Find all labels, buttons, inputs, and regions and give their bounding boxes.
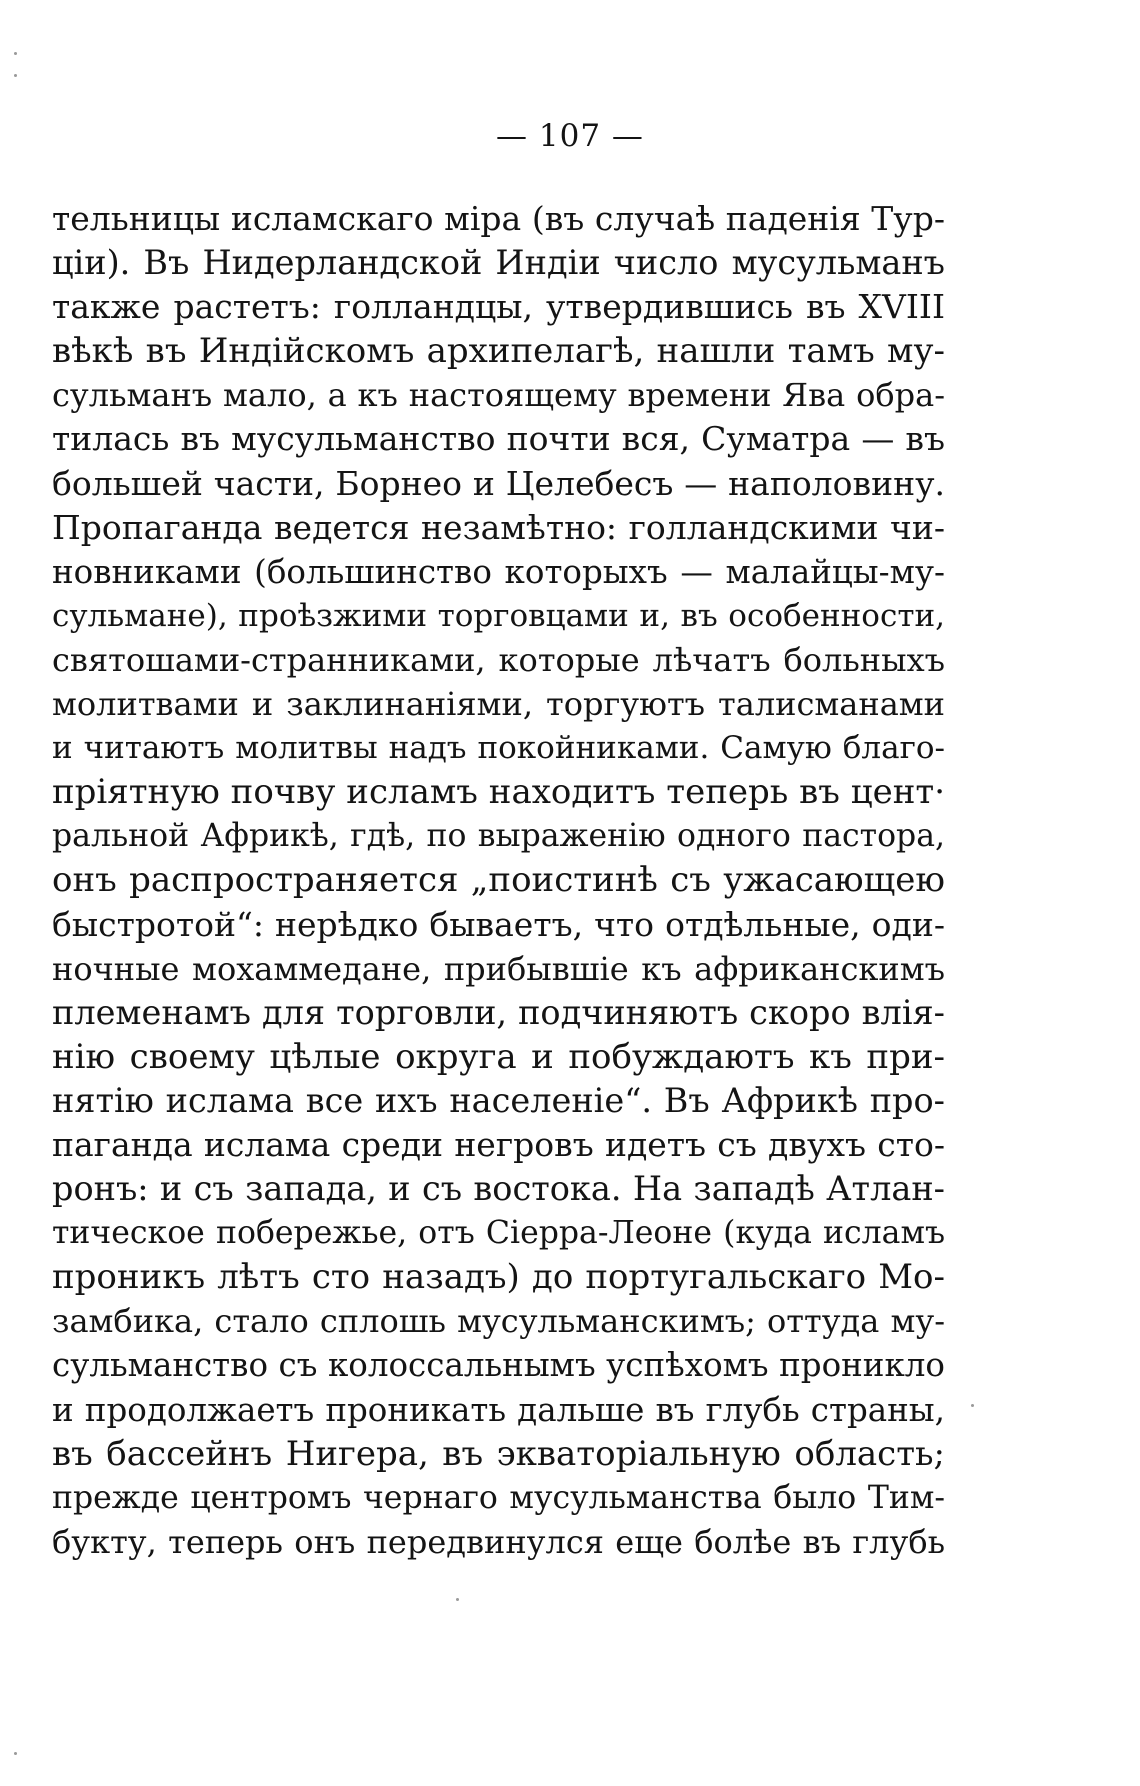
text-line: ночные мохаммедане, прибывшіе къ африканскимъ — [52, 949, 945, 988]
scan-speck — [971, 1404, 974, 1407]
scan-speck — [14, 1752, 17, 1755]
text-line: тилась въ мусульманство почти вся, Суматра — въ — [52, 419, 945, 459]
text-line: и продолжаетъ проникать дальше въ глубь страны, — [52, 1390, 945, 1429]
text-line: сульмане), проѣзжими торговцами и, въ особенности, — [52, 597, 945, 634]
text-line: паганда ислама среди негровъ идетъ съ двухъ сто- — [52, 1124, 945, 1164]
text-line: и читаютъ молитвы надъ покойниками. Самую благо- — [52, 730, 945, 767]
text-line: проникъ лѣтъ сто назадъ) до португальскаго Мо- — [52, 1257, 945, 1298]
page-body-text — [52, 197, 945, 1564]
text-line: новниками (большинство которыхъ — малайцы-му- — [52, 552, 945, 591]
text-line: тическое побережье, отъ Сіерра-Леоне (куда исламъ — [52, 1215, 945, 1252]
text-line: въ бассейнъ Нигера, въ экваторіальную область; — [52, 1433, 945, 1474]
text-line: сульманъ мало, а къ настоящему времени Ява обра- — [52, 376, 945, 415]
text-line: большей части, Борнео и Целебесъ — наполовину. — [52, 463, 945, 503]
text-line: молитвами и заклинаніями, торгуютъ талисманами — [52, 685, 945, 724]
text-line: прежде центромъ чернаго мусульманства было Тим- — [52, 1479, 945, 1516]
text-line: пріятную почву исламъ находитъ теперь въ цент· — [52, 772, 945, 813]
text-line: также растетъ: голландцы, утвердившись въ XVIII — [52, 287, 945, 327]
text-line: ральной Африкѣ, гдѣ, по выраженію одного пастора, — [52, 818, 945, 855]
text-line: вѣкѣ въ Индійскомъ архипелагѣ, нашли тамъ му- — [52, 331, 945, 372]
text-line: онъ распространяется „поистинѣ съ ужасающею — [52, 860, 945, 901]
text-line: святошами-странниками, которые лѣчатъ больныхъ — [52, 640, 945, 679]
text-line: племенамъ для торговли, подчиняютъ скоро влія- — [52, 992, 945, 1032]
text-line: нятію ислама все ихъ населеніе“. Въ Африкѣ про- — [52, 1080, 945, 1120]
text-line: букту, теперь онъ передвинулся еще болѣе въ глубь — [52, 1522, 945, 1561]
scan-speck — [456, 1598, 459, 1601]
text-line: ронъ: и съ запада, и съ востока. На западѣ Атлан- — [52, 1169, 945, 1209]
scan-speck — [14, 52, 17, 55]
text-line: быстротой“: нерѣдко бываетъ, что отдѣльные, оди- — [52, 904, 945, 944]
text-line: сульманство съ колоссальнымъ успѣхомъ проникло — [52, 1346, 945, 1385]
text-line: ціи). Въ Нидерландской Индіи число мусульманъ — [52, 243, 945, 283]
text-line: замбика, стало сплошь мусульманскимъ; оттуда му- — [52, 1302, 945, 1341]
text-line: Пропаганда ведется незамѣтно: голландскими чи- — [52, 507, 945, 547]
scan-speck — [14, 74, 17, 77]
text-line: тельницы исламскаго міра (въ случаѣ паденія Тур- — [52, 199, 945, 238]
text-line: нію своему цѣлые округа и побуждаютъ къ при- — [52, 1036, 945, 1077]
page-number: — 107 — — [496, 118, 644, 154]
